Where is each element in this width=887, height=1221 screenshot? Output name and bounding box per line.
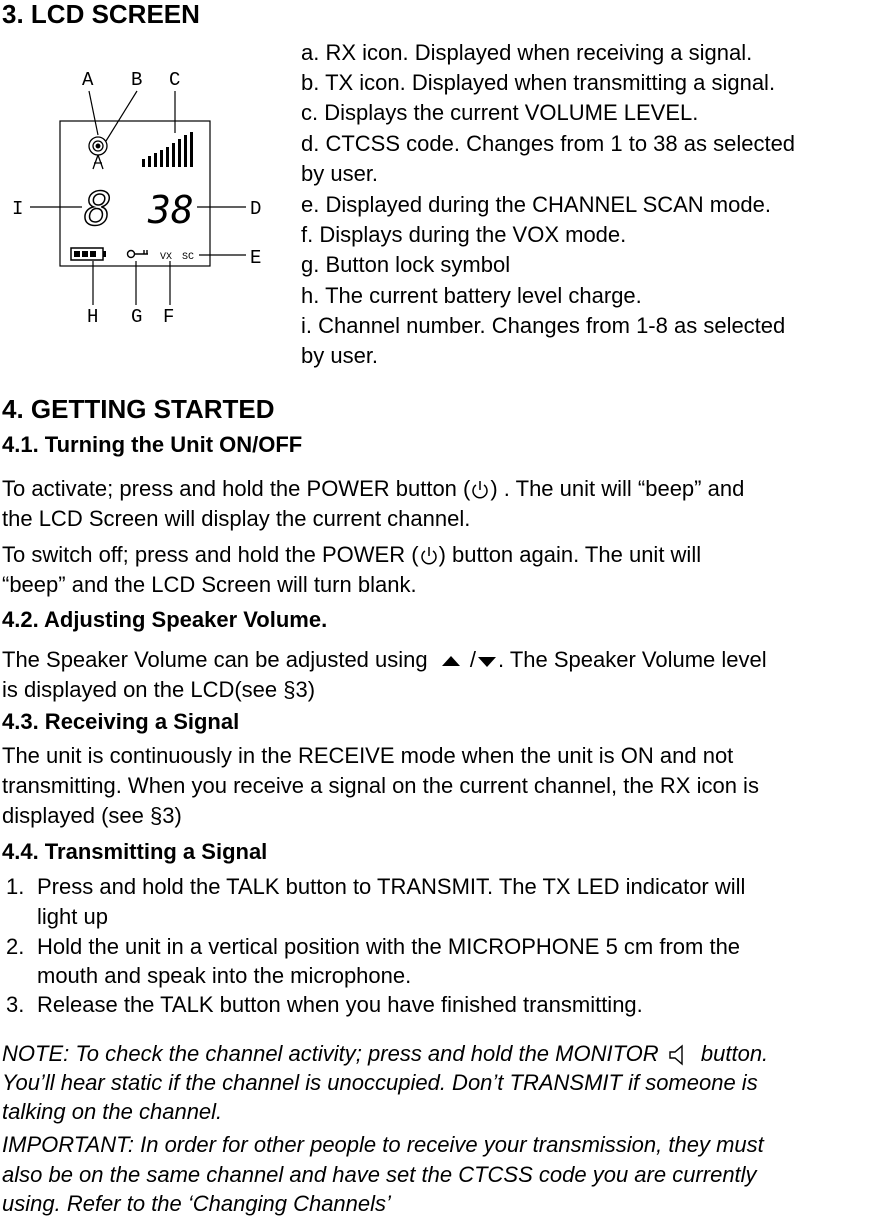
subsection-4-3-title: 4.3. Receiving a Signal [2,709,240,734]
receive-paragraph-line: displayed (see §3) [2,803,182,828]
lcd-label-g: G [131,306,143,328]
subsection-4-4-title: 4.4. Transmitting a Signal [2,839,268,864]
list-item-number: 3. [6,992,25,1017]
battery-icon [71,248,106,260]
lcd-label-f: F [163,306,175,328]
lcd-label-e: E [250,247,262,269]
power-on-text-cont: ) . The unit will “beep” and [490,476,745,501]
list-item-number: 2. [6,934,25,959]
legend-line: d. CTCSS code. Changes from 1 to 38 as selected [301,131,796,156]
volume-paragraph [2,645,767,675]
receive-paragraph-line: The unit is continuously in the RECEIVE mode when the unit is ON and not [2,743,734,768]
power-on-paragraph [2,474,744,504]
legend-line: h. The current battery level charge. [301,283,642,308]
volume-slash: / [469,647,476,672]
legend-line: i. Channel number. Changes from 1-8 as selected [301,313,786,338]
receive-paragraph-line: transmitting. When you receive a signal on the current channel, the RX icon is [2,773,759,798]
legend-line: a. RX icon. Displayed when receiving a signal. [301,40,753,65]
volume-paragraph-line2: is displayed on the LCD(see §3) [2,677,316,702]
leader-lines [30,91,246,305]
list-item-text: Release the TALK button when you have finished transmitting. [37,992,643,1017]
legend-line: by user. [301,343,379,368]
power-on-text: To activate; press and hold the POWER button ( [2,476,471,501]
section-4-title: 4. GETTING STARTED [2,394,275,424]
lcd-label-b: B [131,69,143,91]
legend-line: g. Button lock symbol [301,252,511,277]
lcd-label-h: H [87,306,99,328]
lcd-label-i: I [12,198,24,220]
note-text: NOTE: To check the channel activity; press and hold the MONITOR [2,1041,659,1066]
power-on-paragraph-line2: the LCD Screen will display the current channel. [2,506,471,531]
power-icon [470,479,490,501]
list-item-number: 1. [6,874,25,899]
note-text-cont: button. [700,1041,769,1066]
lcd-label-d: D [250,198,262,220]
list-item-text-cont: mouth and speak into the microphone. [37,963,412,988]
key-lock-icon [128,250,149,258]
speaker-icon [665,1043,695,1067]
section-3-title: 3. LCD SCREEN [2,0,200,29]
list-item-text: Hold the unit in a vertical position with the MICROPHONE 5 cm from the [37,934,741,959]
important-line: using. Refer to the ‘Changing Channels’ [2,1191,391,1216]
list-item-text-cont: light up [37,904,108,929]
volume-text-cont: . The Speaker Volume level [498,647,767,672]
lcd-channel-digit: 8 [84,182,112,236]
lcd-vox-indicator: VX [160,252,173,263]
lcd-label-c: C [169,69,181,91]
legend-line: f. Displays during the VOX mode. [301,222,627,247]
important-line: IMPORTANT: In order for other people to receive your transmission, they must [2,1132,764,1157]
power-off-text: To switch off; press and hold the POWER ( [2,542,419,567]
up-arrow-icon [438,653,464,669]
subsection-4-1-title: 4.1. Turning the Unit ON/OFF [2,432,303,457]
legend-line: by user. [301,161,379,186]
lcd-label-a: A [82,69,94,91]
note-line: You’ll hear static if the channel is unoccupied. Don’t TRANSMIT if someone is [2,1070,758,1095]
legend-line: b. TX icon. Displayed when transmitting a signal. [301,70,776,95]
lcd-diagram [0,55,290,330]
power-off-paragraph-line2: “beep” and the LCD Screen will turn blank. [2,572,417,597]
legend-line: c. Displays the current VOLUME LEVEL. [301,100,699,125]
power-off-text-cont: ) button again. The unit will [438,542,702,567]
volume-bars [142,132,193,167]
power-off-paragraph [2,540,701,570]
lcd-ctcss-code: 38 [148,188,194,232]
power-icon [419,545,439,567]
rx-tx-icon [89,137,107,169]
list-item-text: Press and hold the TALK button to TRANSMIT. The TX LED indicator will [37,874,746,899]
important-line: also be on the same channel and have set the CTCSS code you are currently [2,1162,757,1187]
legend-line: e. Displayed during the CHANNEL SCAN mode. [301,192,771,217]
volume-text: The Speaker Volume can be adjusted using [2,647,428,672]
down-arrow-icon [476,653,498,669]
note-line [2,1040,768,1068]
note-line: talking on the channel. [2,1099,223,1124]
lcd-scan-indicator: SC [182,252,195,263]
subsection-4-2-title: 4.2. Adjusting Speaker Volume. [2,607,328,632]
